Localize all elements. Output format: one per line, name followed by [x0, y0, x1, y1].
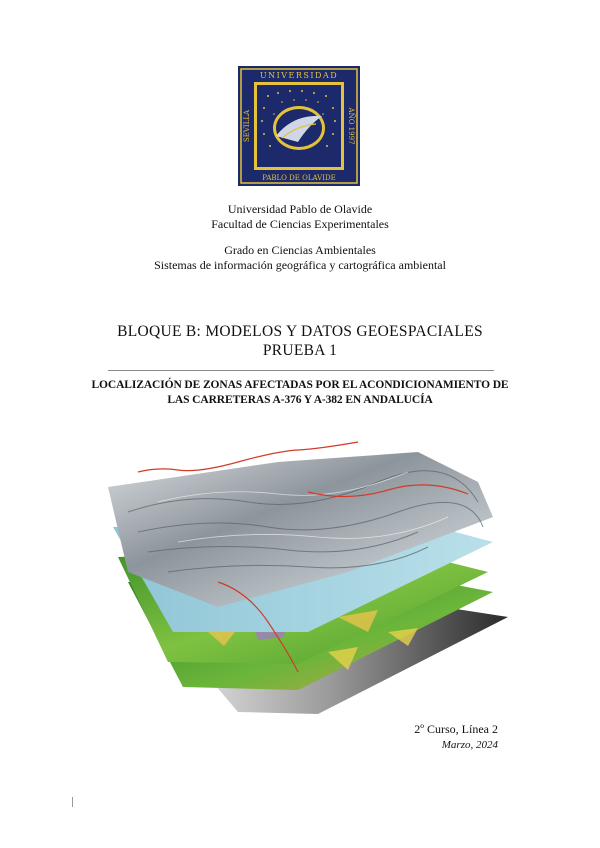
course-line: 2º Curso, Línea 2 — [414, 722, 498, 736]
block-title: BLOQUE B: MODELOS Y DATOS GEOESPACIALES — [117, 323, 483, 340]
logo-right-text: AÑO 1997 — [347, 107, 355, 145]
test-title: PRUEBA 1 — [262, 342, 338, 359]
logo-top-text: UNIVERSIDAD — [259, 71, 339, 80]
degree-name: Grado en Ciencias Ambientales — [224, 243, 376, 257]
logo-bottom-text: PABLO DE OLAVIDE — [262, 174, 336, 182]
faculty-name: Facultad de Ciencias Experimentales — [211, 217, 389, 231]
gis-layers-image — [98, 432, 518, 722]
university-name: Universidad Pablo de Olavide — [227, 202, 373, 216]
title-divider — [108, 370, 494, 371]
subtitle-line-2: LAS CARRETERAS A-376 Y A-382 EN ANDALUCÍA — [167, 394, 433, 406]
document-date: Marzo, 2024 — [441, 739, 498, 751]
university-logo — [238, 66, 360, 186]
page-marker — [72, 797, 73, 807]
course-name: Sistemas de información geográfica y cartográfica ambiental — [154, 258, 446, 272]
logo-left-text: SEVILLA — [243, 109, 251, 143]
subtitle-line-1: LOCALIZACIÓN DE ZONAS AFECTADAS POR EL ACONDICIONAMIENTO DE — [91, 379, 509, 391]
